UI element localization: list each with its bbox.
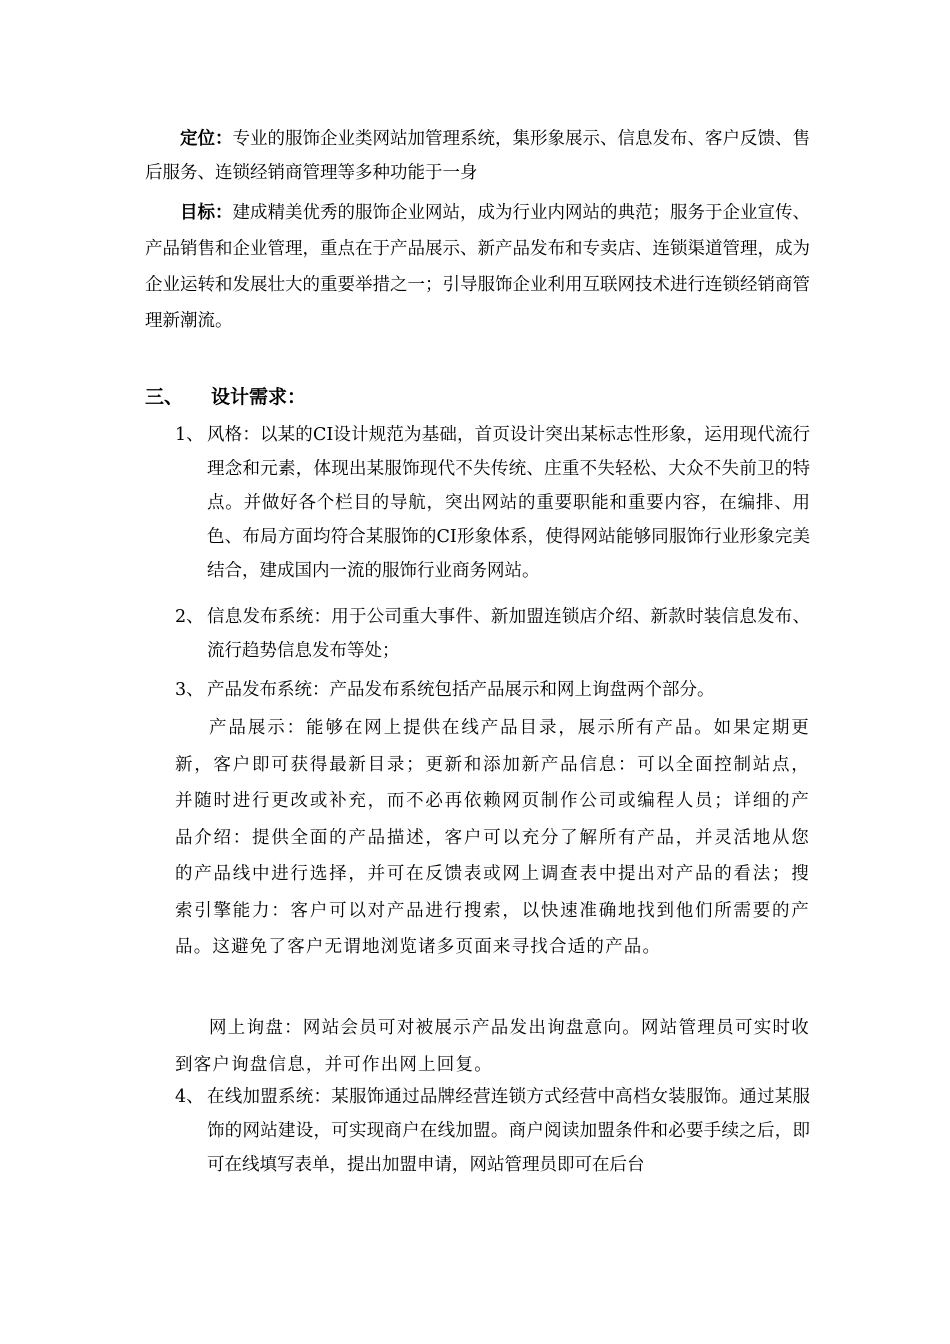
- list-item-text: 风格：以某的CI设计规范为基础，首页设计突出某标志性形象，运用现代流行理念和元素，体现出某服饰现代不失传统、庄重不失轻松、大众不失前卫的特点。并做好各个栏目的导航，突出网站的重要职能和重要内容，在编排、用色、布局方面均符合某服饰的CI形象体系，使得网站能够同服饰行业形象完美结合，建成国内一流的服饰行业商务网站。: [207, 425, 810, 581]
- list-item: [175, 418, 810, 588]
- positioning-label: 定位：: [180, 129, 233, 149]
- goal-text: 建成精美优秀的服饰企业网站，成为行业内网站的典范；服务于企业宣传、产品销售和企业管理，重点在于产品展示、新产品发布和专卖店、连锁渠道管理，成为企业运转和发展壮大的重要举措之一；引导服饰企业利用互联网技术进行连锁经销商管理新潮流。: [145, 203, 810, 331]
- list-item: [175, 1080, 810, 1182]
- list-item: [175, 673, 810, 707]
- list-item-text: 产品发布系统：产品发布系统包括产品展示和网上询盘两个部分。: [207, 680, 715, 700]
- list-item-number: 4、: [175, 1087, 204, 1107]
- list-item-text: 在线加盟系统：某服饰通过品牌经营连锁方式经营中高档女装服饰。通过某服饰的网站建设，可实现商户在线加盟。商户阅读加盟条件和必要手续之后，即可在线填写表单，提出加盟申请，网站管理员即可在后台: [207, 1087, 810, 1175]
- list-item: [175, 600, 810, 668]
- section-title: 设计需求：: [211, 386, 307, 408]
- positioning-paragraph: [145, 122, 810, 190]
- goal-label: 目标：: [180, 203, 233, 223]
- online-inquiry-paragraph: 网上询盘：网站会员可对被展示产品发出询盘意向。网站管理员可实时收到客户询盘信息，并可作出网上回复。: [175, 1018, 810, 1075]
- list-item-number: 2、: [175, 607, 204, 627]
- section-heading: [145, 382, 306, 412]
- positioning-text: 专业的服饰企业类网站加管理系统，集形象展示、信息发布、客户反馈、售后服务、连锁经销商管理等多种功能于一身: [145, 129, 810, 183]
- goal-paragraph: [145, 195, 810, 339]
- list-item-number: 1、: [175, 425, 204, 445]
- product-display-paragraph: 产品展示：能够在网上提供在线产品目录，展示所有产品。如果定期更新，客户即可获得最新目录；更新和添加新产品信息：可以全面控制站点，并随时进行更改或补充，而不必再依赖网页制作公司或编程人员；详细的产品介绍：提供全面的产品描述，客户可以充分了解所有产品，并灵活地从您的产品线中进行选择，并可在反馈表或网上调查表中提出对产品的看法；搜索引擎能力：客户可以对产品进行搜索，以快速准确地找到他们所需要的产品。这避免了客户无谓地浏览诸多页面来寻找合适的产品。: [175, 718, 810, 957]
- section-number: 三、: [145, 386, 184, 408]
- list-item-text: 信息发布系统：用于公司重大事件、新加盟连锁店介绍、新款时装信息发布、流行趋势信息发布等处；: [207, 607, 810, 661]
- list-item-number: 3、: [175, 680, 204, 700]
